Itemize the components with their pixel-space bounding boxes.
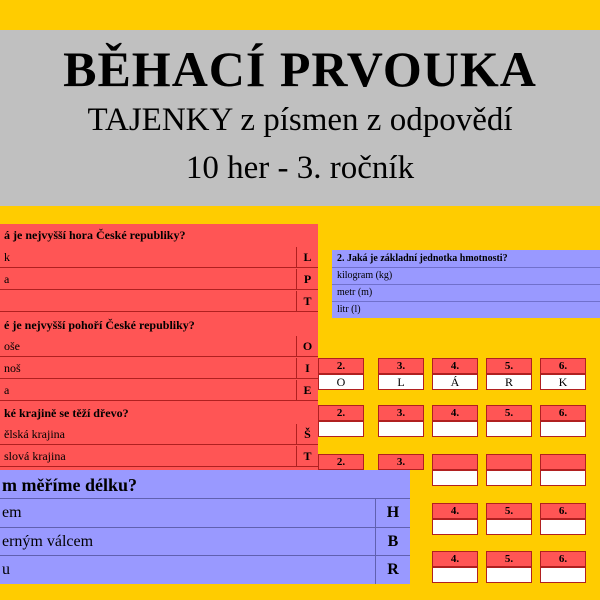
question-4-answer-1-text: em: [2, 504, 22, 521]
grid-2-header-cell: 6.: [540, 405, 586, 421]
grid-1-value-cell[interactable]: Á: [432, 374, 478, 390]
question-5-text: ké krajině se těží dřevo?: [4, 406, 129, 420]
grid-2-header-cell: 4.: [432, 405, 478, 421]
subtitle: TAJENKY z písmen z odpovědí: [87, 102, 513, 138]
grid-2-value-cell[interactable]: [540, 421, 586, 437]
grid-2-value-cell[interactable]: [486, 421, 532, 437]
grid-2-header-cell: 2.: [318, 405, 364, 421]
grid-5-header-cell: 5.: [486, 551, 532, 567]
question-1-letter-3: T: [296, 291, 318, 312]
grid-2-value-cell[interactable]: [432, 421, 478, 437]
question-4-answer-3-text: u: [2, 561, 10, 578]
grid-3-value-cell[interactable]: [486, 470, 532, 486]
grid-4-header-cell: 4.: [432, 503, 478, 519]
question-4-text: m měříme délku?: [2, 475, 137, 495]
question-3-answer-2[interactable]: noš: [0, 358, 296, 379]
question-4-letter-3: R: [375, 556, 410, 584]
grid-1-value-cell[interactable]: R: [486, 374, 532, 390]
grid-3-header-cell: 2.: [318, 454, 364, 470]
question-5-letter-2: T: [296, 446, 318, 467]
question-5-answer-2[interactable]: slová krajina: [0, 446, 296, 467]
answer-grid-2-header: [318, 405, 600, 421]
grid-2-value-cell[interactable]: [378, 421, 424, 437]
question-4-card[interactable]: [0, 470, 410, 584]
question-1-answer-1[interactable]: k: [0, 247, 296, 268]
question-4-answer-2-text: erným válcem: [2, 533, 94, 550]
question-4-letter-2: B: [375, 528, 410, 556]
question-1-letter-2: P: [296, 269, 318, 290]
grid-1-header-cell: 4.: [432, 358, 478, 374]
answer-grid-1-header: [318, 358, 600, 374]
question-4-letter-1: H: [375, 499, 410, 527]
grid-5-value-cell[interactable]: [486, 567, 532, 583]
question-5-letter-1: Š: [296, 424, 318, 445]
question-2-answer-3[interactable]: litr (l): [332, 301, 600, 318]
question-3-text: é je nejvyšší pohoří České republiky?: [4, 318, 195, 332]
question-2-answer-1[interactable]: kilogram (kg): [332, 267, 600, 284]
grid-3-value-cell[interactable]: [540, 470, 586, 486]
grid-4-header-cell: 6.: [540, 503, 586, 519]
question-4-answer-1[interactable]: [0, 498, 410, 527]
question-3-answer-1[interactable]: oše: [0, 336, 296, 357]
question-2-text: 2. Jaká je základní jednotka hmotnosti?: [337, 253, 508, 264]
grid-3-header-cell: 3.: [378, 454, 424, 470]
answer-grid-2-values: [318, 421, 600, 437]
grid-4-value-cell[interactable]: [540, 519, 586, 535]
question-1-letter-1: L: [296, 247, 318, 268]
main-title: BĚHACÍ PRVOUKA: [63, 41, 537, 97]
answer-grid-3-header: [318, 454, 600, 470]
question-1-answer-3[interactable]: [0, 291, 296, 312]
grid-1-value-cell[interactable]: K: [540, 374, 586, 390]
question-1-card[interactable]: [0, 224, 318, 314]
question-3-card[interactable]: [0, 314, 318, 402]
question-1-answer-2[interactable]: a: [0, 269, 296, 290]
grid-2-value-cell[interactable]: [318, 421, 364, 437]
grid-3-header-cell: [540, 454, 586, 470]
question-3-letter-3: E: [296, 380, 318, 401]
grid-3-header-cell: [486, 454, 532, 470]
answer-grid-1-values: [318, 374, 600, 390]
grid-5-header-cell: 4.: [432, 551, 478, 567]
question-4-answer-2[interactable]: [0, 527, 410, 556]
question-3-answer-3[interactable]: a: [0, 380, 296, 401]
grid-1-header-cell: 2.: [318, 358, 364, 374]
grid-1-header-cell: 6.: [540, 358, 586, 374]
question-4-answer-3[interactable]: [0, 555, 410, 584]
grid-4-value-cell[interactable]: [486, 519, 532, 535]
grid-3-header-cell: [432, 454, 478, 470]
grid-1-header-cell: 5.: [486, 358, 532, 374]
grid-2-header-cell: 5.: [486, 405, 532, 421]
question-3-letter-2: I: [296, 358, 318, 379]
question-3-letter-1: O: [296, 336, 318, 357]
grid-5-header-cell: 6.: [540, 551, 586, 567]
grade-line: 10 her - 3. ročník: [185, 150, 415, 186]
grid-4-value-cell[interactable]: [432, 519, 478, 535]
grid-5-value-cell[interactable]: [432, 567, 478, 583]
grid-1-header-cell: 3.: [378, 358, 424, 374]
grid-2-header-cell: 3.: [378, 405, 424, 421]
question-5-answer-1[interactable]: ělská krajina: [0, 424, 296, 445]
grid-1-value-cell[interactable]: O: [318, 374, 364, 390]
grid-4-header-cell: 5.: [486, 503, 532, 519]
question-1-text: á je nejvyšší hora České republiky?: [4, 228, 186, 242]
grid-3-value-cell[interactable]: [432, 470, 478, 486]
question-5-card[interactable]: [0, 402, 318, 470]
grid-5-value-cell[interactable]: [540, 567, 586, 583]
grid-1-value-cell[interactable]: L: [378, 374, 424, 390]
question-2-answer-2[interactable]: metr (m): [332, 284, 600, 301]
question-2-card[interactable]: [332, 250, 600, 318]
